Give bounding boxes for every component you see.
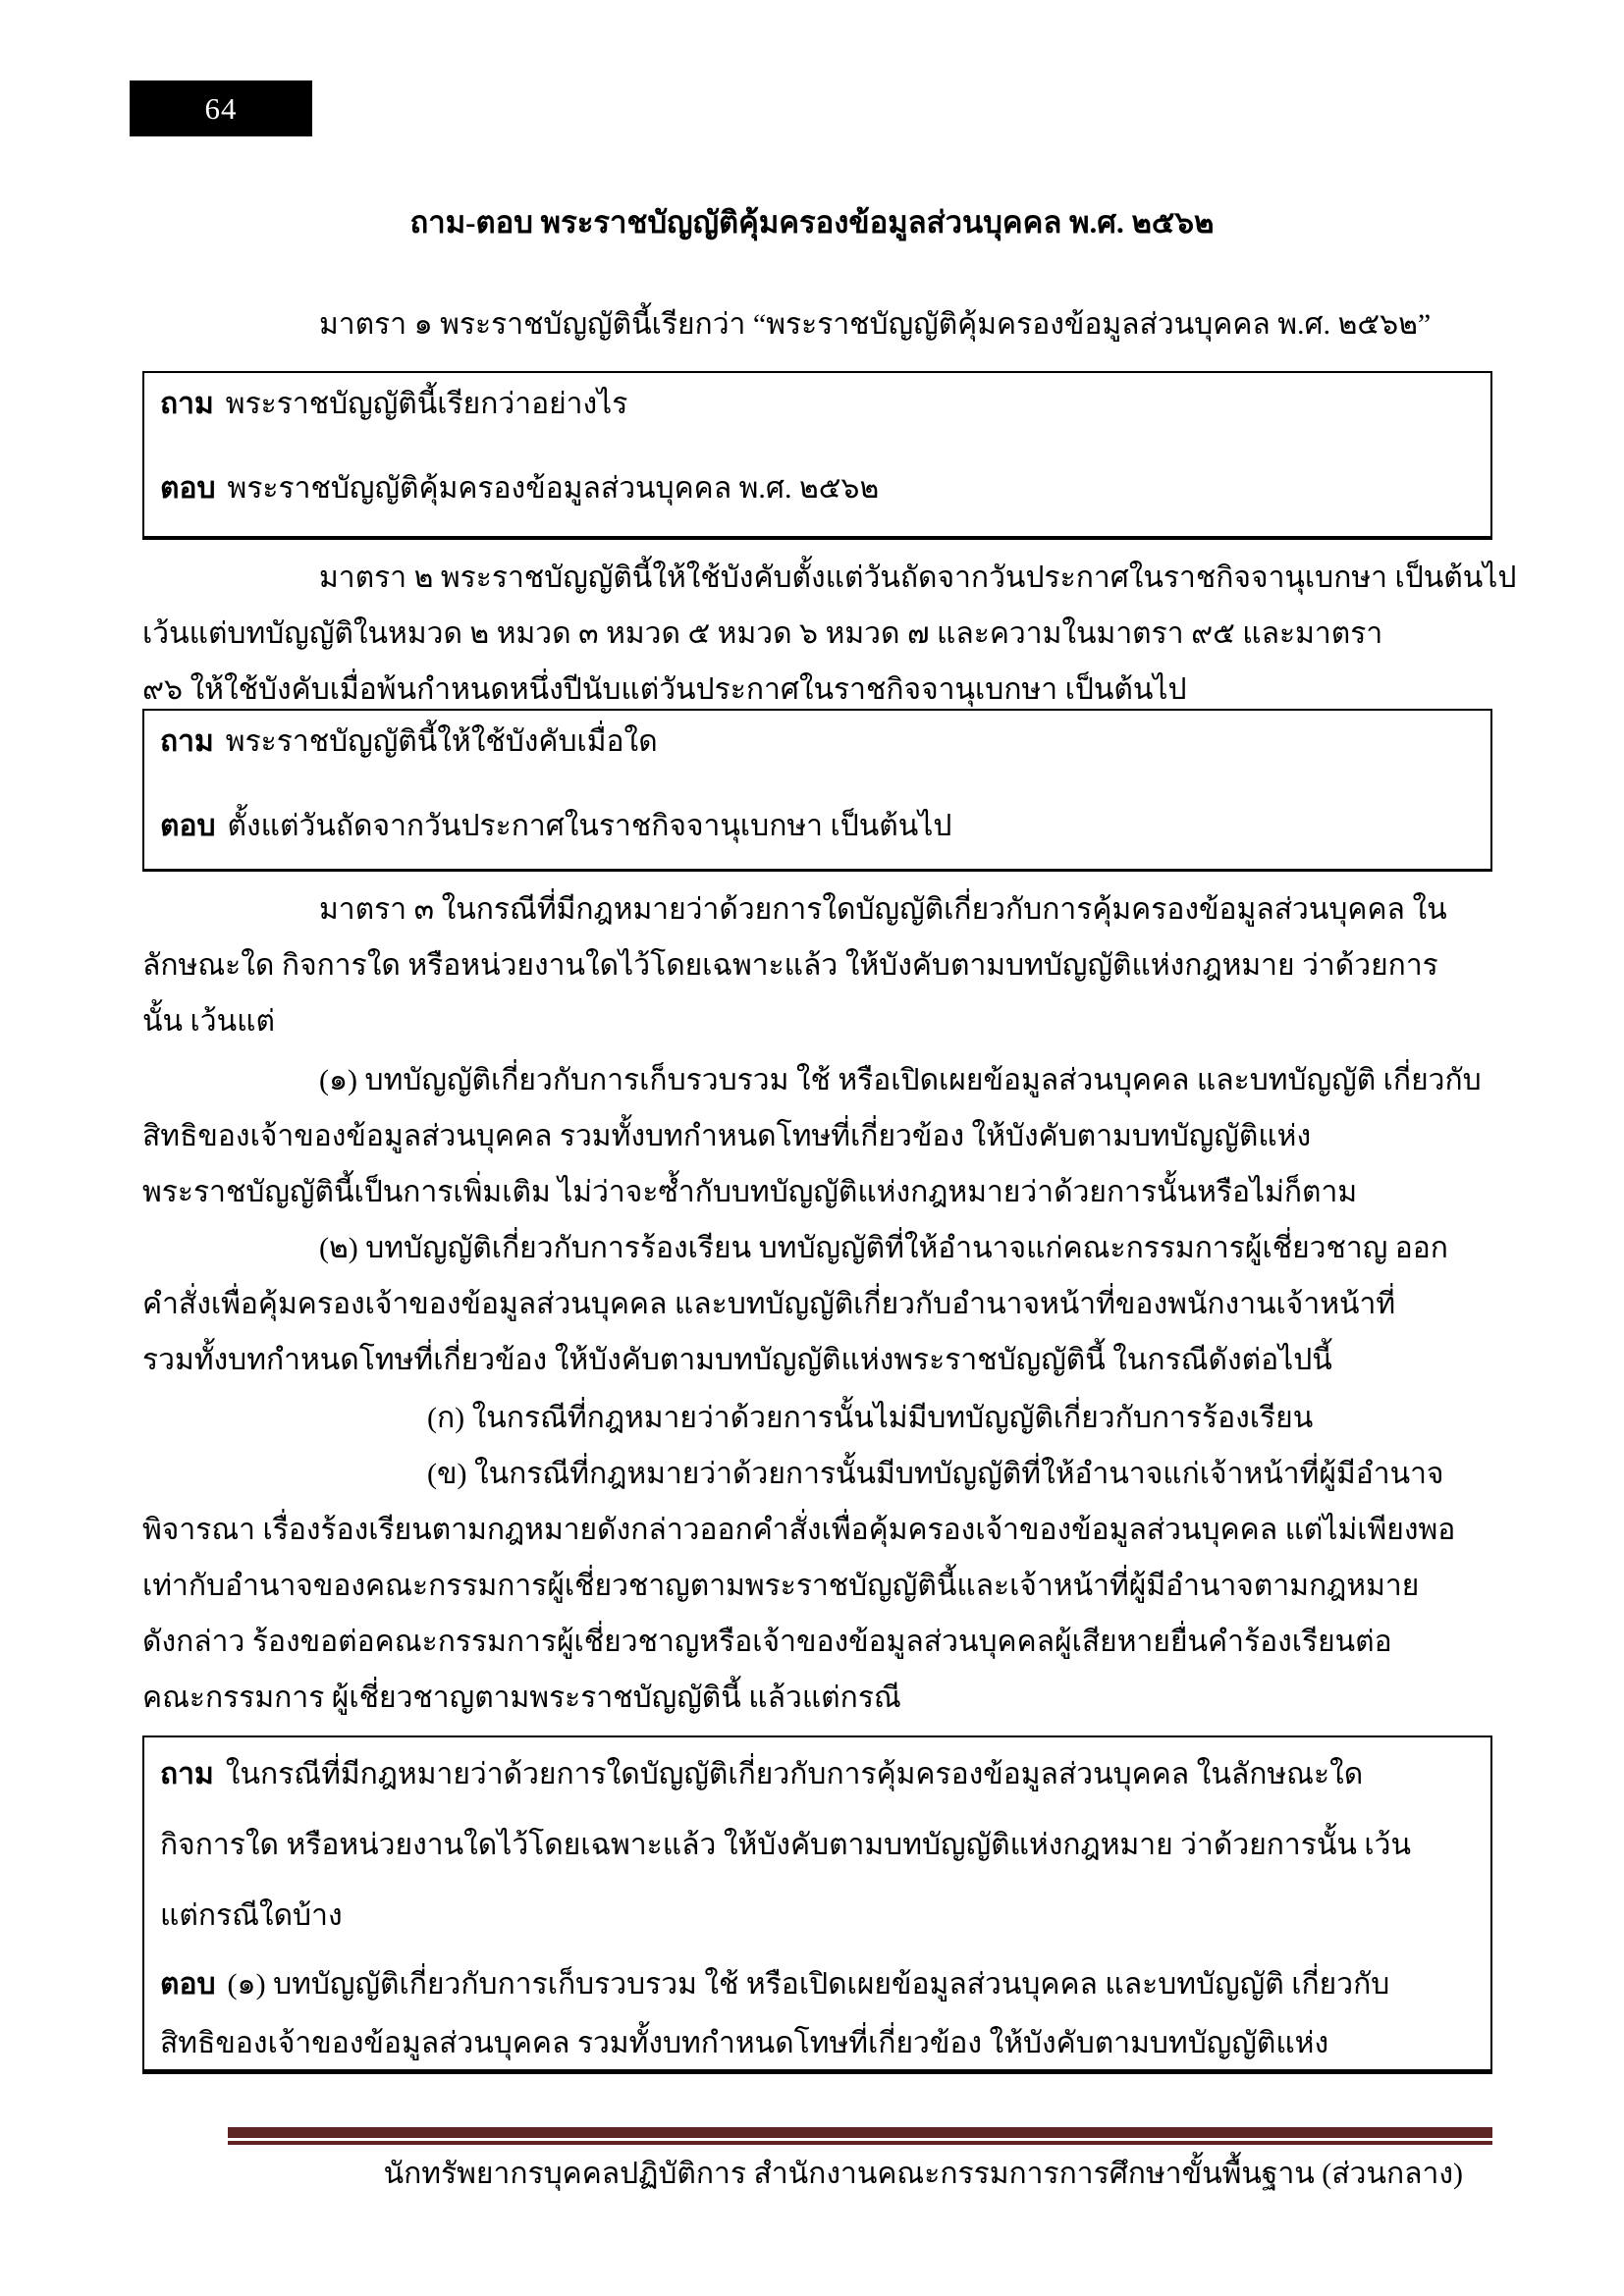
question-line: แต่กรณีใดบ้าง	[160, 1899, 343, 1932]
question-line	[144, 385, 1490, 424]
question-text: พระราชบัญญัตินี้ให้ใช้บังคับเมื่อใด	[225, 725, 658, 758]
qa-box-1	[142, 371, 1492, 540]
paragraph-item-2	[142, 1220, 1492, 1388]
question-line	[144, 1739, 1490, 1810]
answer-line	[144, 1955, 1490, 2014]
paragraph-kho	[142, 1446, 1492, 1726]
question-text: พระราชบัญญัตินี้เรียกว่าอย่างไร	[225, 388, 628, 420]
question-label: ถาม	[160, 725, 214, 758]
paragraph-line: (ข) ในกรณีที่กฎหมายว่าด้วยการนั้นมีบทบัญญัติที่ให้อำนาจแก่เจ้าหน้าที่ผู้มีอำนาจ	[427, 1458, 1444, 1490]
paragraph-line: เท่ากับอำนาจของคณะกรรมการผู้เชี่ยวชาญตามพระราชบัญญัตินี้และเจ้าหน้าที่ผู้มีอำนาจตามกฎหมาย	[142, 1570, 1420, 1602]
paragraph-line: ดังกล่าว ร้องขอต่อคณะกรรมการผู้เชี่ยวชาญหรือเจ้าของข้อมูลส่วนบุคคลผู้เสียหายยื่นคำร้องเรียนต่อ	[142, 1626, 1392, 1658]
paragraph-line: มาตรา ๓ ในกรณีที่มีกฎหมายว่าด้วยการใดบัญญัติเกี่ยวกับการคุ้มครองข้อมูลส่วนบุคคล ใน	[319, 893, 1447, 926]
paragraph-line: มาตรา ๑ พระราชบัญญัตินี้เรียกว่า “พระราชบัญญัติคุ้มครองข้อมูลส่วนบุคคล พ.ศ. ๒๕๖๒”	[319, 308, 1432, 341]
paragraph-line: ๙๖ ให้ใช้บังคับเมื่อพ้นกำหนดหนึ่งปีนับแต่วันประกาศในราชกิจจานุเบกษา เป็นต้นไป	[142, 673, 1187, 706]
answer-line: สิทธิของเจ้าของข้อมูลส่วนบุคคล รวมทั้งบทกำหนดโทษที่เกี่ยวข้อง ให้บังคับตามบทบัญญัติแห่ง	[160, 2027, 1329, 2059]
question-text: ในกรณีที่มีกฎหมายว่าด้วยการใดบัญญัติเกี่ยวกับการคุ้มครองข้อมูลส่วนบุคคล ในลักษณะใด	[225, 1758, 1364, 1790]
paragraph-line: (๒) บทบัญญัติเกี่ยวกับการร้องเรียน บทบัญญัติที่ให้อำนาจแก่คณะกรรมการผู้เชี่ยวชาญ ออก	[319, 1232, 1448, 1264]
paragraph-item-1	[142, 1052, 1492, 1220]
answer-line	[144, 807, 1490, 846]
footer-text: นักทรัพยากรบุคคลปฏิบัติการ สำนักงานคณะกรรมการการศึกษาขั้นพื้นฐาน (ส่วนกลาง)	[383, 2158, 1463, 2190]
paragraph-line: เว้นแต่บทบัญญัติในหมวด ๒ หมวด ๓ หมวด ๕ หมวด ๖ หมวด ๗ และความในมาตรา ๙๕ และมาตรา	[142, 617, 1383, 650]
answer-text: (๑) บทบัญญัติเกี่ยวกับการเก็บรวบรวม ใช้ หรือเปิดเผยข้อมูลส่วนบุคคล และบทบัญญัติ เกี่ยวกับ	[227, 1968, 1390, 2001]
paragraph-line: (๑) บทบัญญัติเกี่ยวกับการเก็บรวบรวม ใช้ หรือเปิดเผยข้อมูลส่วนบุคคล และบทบัญญัติ เกี่ยวกับ	[319, 1064, 1482, 1096]
answer-text: พระราชบัญญัติคุ้มครองข้อมูลส่วนบุคคล พ.ศ. ๒๕๖๒	[227, 472, 880, 505]
answer-label: ตอบ	[160, 810, 216, 842]
footer-rule-thick	[228, 2127, 1492, 2138]
page-title: ถาม-ตอบ พระราชบัญญัติคุ้มครองข้อมูลส่วนบุคคล พ.ศ. ๒๕๖๒	[409, 205, 1215, 240]
paragraph-matra-1	[142, 296, 1492, 352]
paragraph-matra-3	[142, 881, 1492, 1049]
answer-label: ตอบ	[160, 1968, 216, 2001]
answer-text: ตั้งแต่วันถัดจากวันประกาศในราชกิจจานุเบกษา เป็นต้นไป	[227, 810, 952, 842]
paragraph-line: (ก) ในกรณีที่กฎหมายว่าด้วยการนั้นไม่มีบทบัญญัติเกี่ยวกับการร้องเรียน	[427, 1402, 1314, 1434]
qa-box-3	[142, 1735, 1492, 2074]
paragraph-line: คำสั่งเพื่อคุ้มครองเจ้าของข้อมูลส่วนบุคคล และบทบัญญัติเกี่ยวกับอำนาจหน้าที่ของพนักงานเจ้าหน้าที่	[142, 1288, 1396, 1320]
paragraph-line: รวมทั้งบทกำหนดโทษที่เกี่ยวข้อง ให้บังคับตามบทบัญญัติแห่งพระราชบัญญัตินี้ ในกรณีดังต่อไปนี้	[142, 1344, 1332, 1376]
paragraph-line: พิจารณา เรื่องร้องเรียนตามกฎหมายดังกล่าวออกคำสั่งเพื่อคุ้มครองเจ้าของข้อมูลส่วนบุคคล แต่ไม่เพียงพอ	[142, 1514, 1456, 1546]
paragraph-line: มาตรา ๒ พระราชบัญญัตินี้ให้ใช้บังคับตั้งแต่วันถัดจากวันประกาศในราชกิจจานุเบกษา เป็นต้นไป	[319, 561, 1517, 594]
page-number: 64	[204, 90, 238, 126]
paragraph-line: ลักษณะใด กิจการใด หรือหน่วยงานใดไว้โดยเฉพาะแล้ว ให้บังคับตามบทบัญญัติแห่งกฎหมาย ว่าด้วยการ	[142, 949, 1438, 982]
paragraph-matra-2	[142, 550, 1517, 718]
question-label: ถาม	[160, 388, 214, 420]
question-line: กิจการใด หรือหน่วยงานใดไว้โดยเฉพาะแล้ว ให้บังคับตามบทบัญญัติแห่งกฎหมาย ว่าด้วยการนั้น เว้น	[160, 1829, 1412, 1861]
paragraph-line: นั้น เว้นแต่	[142, 1005, 275, 1038]
page-number-box	[130, 80, 312, 136]
paragraph-ka	[142, 1390, 1492, 1446]
paragraph-line: สิทธิของเจ้าของข้อมูลส่วนบุคคล รวมทั้งบทกำหนดโทษที่เกี่ยวข้อง ให้บังคับตามบทบัญญัติแห่ง	[142, 1120, 1312, 1152]
question-line	[144, 722, 1490, 762]
answer-label: ตอบ	[160, 472, 216, 505]
paragraph-line: พระราชบัญญัตินี้เป็นการเพิ่มเติม ไม่ว่าจะซ้ำกับบทบัญญัติแห่งกฎหมายว่าด้วยการนั้นหรือไม่ก็ตาม	[142, 1176, 1358, 1208]
answer-line	[144, 469, 1490, 508]
question-label: ถาม	[160, 1758, 214, 1790]
paragraph-line: คณะกรรมการ ผู้เชี่ยวชาญตามพระราชบัญญัตินี้ แล้วแต่กรณี	[142, 1682, 901, 1714]
qa-box-2	[142, 709, 1492, 872]
footer-rule-thin	[228, 2141, 1492, 2145]
